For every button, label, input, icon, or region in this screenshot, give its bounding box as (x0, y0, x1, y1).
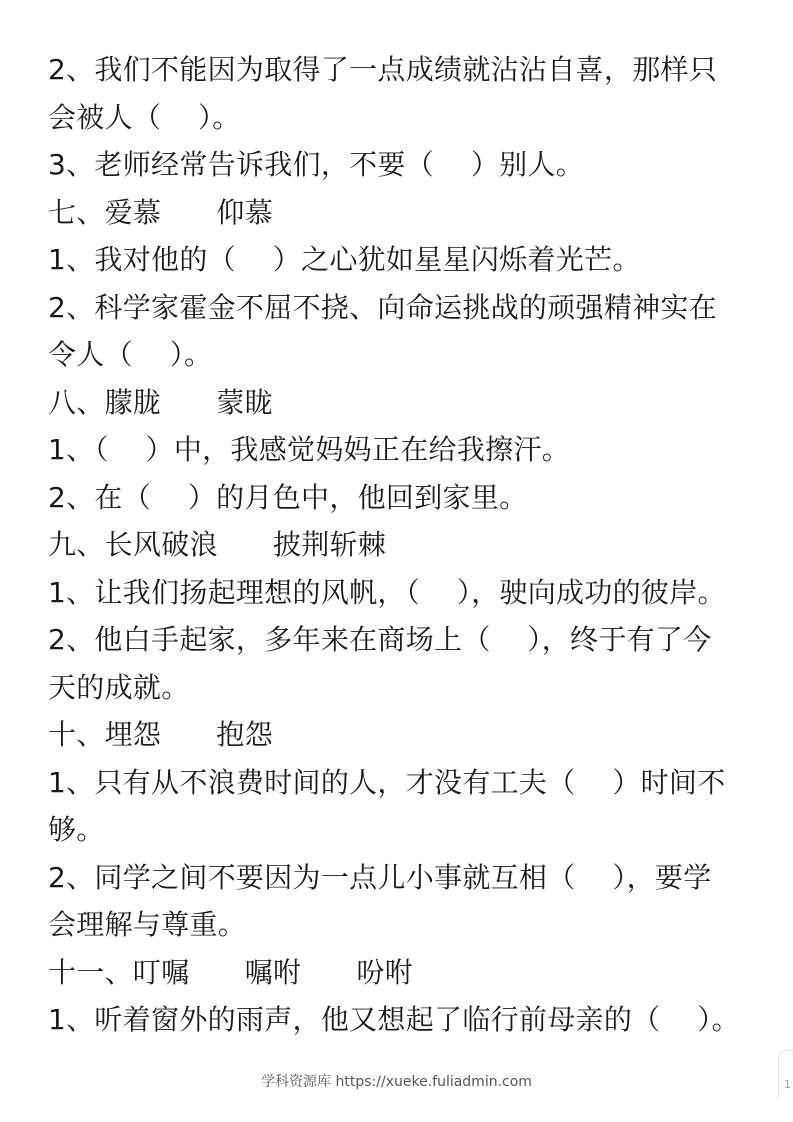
text-line: 3、老师经常告诉我们，不要（ ）别人。 (48, 148, 585, 181)
section-heading: 八、朦胧 蒙眬 (48, 385, 274, 419)
text-line: 够。 (48, 813, 105, 846)
text-line: 2、同学之间不要因为一点儿小事就互相（ ），要学 (48, 860, 712, 894)
text-line: 会理解与尊重。 (48, 908, 247, 941)
text-line: 2、我们不能因为取得了一点成绩就沾沾自喜，那样只 (48, 53, 718, 86)
exercise-text (48, 46, 760, 1044)
text-line: 1、让我们扬起理想的风帆，（ ），驶向成功的彼岸。 (48, 575, 726, 609)
section-heading: 十一、叮嘱 嘱咐 吩咐 (48, 955, 414, 989)
text-line: 2、在（ ）的月色中，他回到家里。 (48, 480, 528, 514)
text-line: 1、我对他的（ ）之心犹如星星闪烁着光芒。 (48, 243, 641, 276)
text-line: 2、他白手起家，多年来在商场上（ ），终于有了今 (48, 623, 712, 656)
text-line: 2、科学家霍金不屈不挠、向命运挑战的顽强精神实在 (48, 290, 718, 324)
page-corner-decoration (778, 1050, 793, 1099)
text-line: 天的成就。 (48, 670, 190, 704)
text-line: 1、只有从不浪费时间的人，才没有工夫（ ）时间不 (48, 765, 726, 799)
text-line: 会被人（ ）。 (48, 100, 241, 134)
section-heading: 十、埋怨 抱怨 (48, 718, 274, 751)
text-line: 令人（ ）。 (48, 338, 213, 371)
section-heading: 七、爱慕 仰慕 (48, 195, 274, 229)
text-line: 1、（ ）中，我感觉妈妈正在给我擦汗。 (48, 433, 571, 466)
text-line: 1、听着窗外的雨声，他又想起了临行前母亲的（ ）。 (48, 1003, 740, 1036)
section-heading: 九、长风破浪 披荆斩棘 (48, 528, 387, 561)
footer-watermark: 学科资源库 https://xueke.fuliadmin.com (261, 1074, 532, 1090)
page-number: 1 (784, 1078, 791, 1091)
